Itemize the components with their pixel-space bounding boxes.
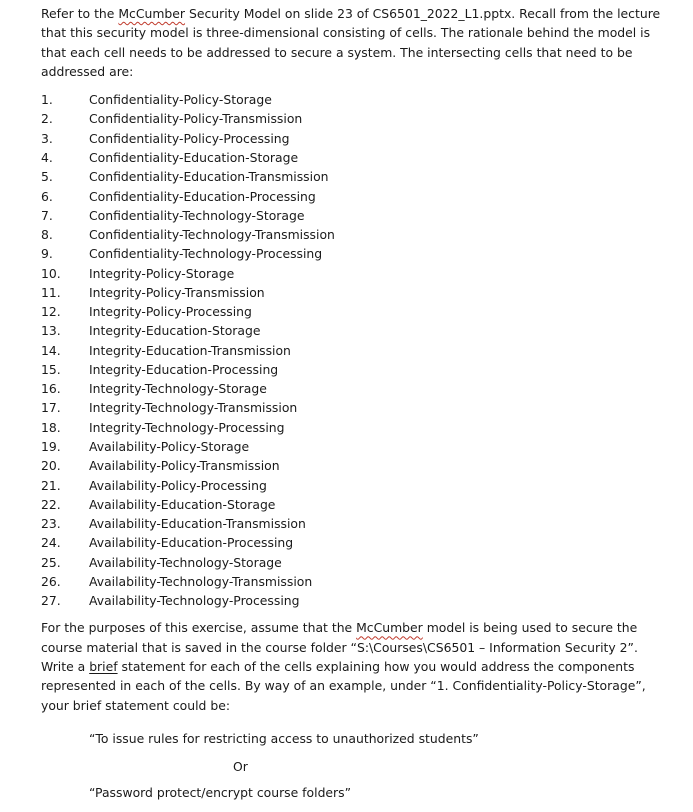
list-item-number: 19. <box>41 438 61 454</box>
list-item <box>41 591 671 610</box>
example-statement-2: “Password protect/encrypt course folders” <box>89 785 352 801</box>
list-item <box>41 572 671 591</box>
list-item <box>41 360 671 379</box>
list-item-number: 14. <box>41 342 61 358</box>
list-item <box>41 514 671 533</box>
or-separator: Or <box>233 759 248 775</box>
list-item-number: 13. <box>41 323 61 339</box>
list-item-number: 12. <box>41 304 61 320</box>
list-item <box>41 244 671 263</box>
list-item <box>41 302 671 321</box>
list-item-label: Integrity-Policy-Processing <box>89 304 252 320</box>
list-item-number: 1. <box>41 92 53 108</box>
list-item-label: Confidentiality-Technology-Storage <box>89 207 305 223</box>
document-page <box>41 4 671 800</box>
purpose-text-2: model is being used to secure the course material that is saved in the course folder “S:\Courses\CS6501 – Information Security 2”. Write a <box>41 620 638 674</box>
list-item <box>41 379 671 398</box>
list-item-number: 11. <box>41 284 61 300</box>
list-item-number: 3. <box>41 130 53 146</box>
list-item-number: 26. <box>41 573 61 589</box>
cells-list <box>41 90 671 610</box>
list-item <box>41 148 671 167</box>
list-item <box>41 206 671 225</box>
list-item <box>41 129 671 148</box>
list-item-label: Integrity-Education-Processing <box>89 361 279 377</box>
list-item <box>41 225 671 244</box>
list-item-number: 18. <box>41 419 61 435</box>
list-item-label: Confidentiality-Education-Transmission <box>89 169 329 185</box>
list-item-label: Availability-Technology-Transmission <box>89 573 313 589</box>
list-item <box>41 109 671 128</box>
intro-paragraph <box>41 4 671 81</box>
list-item-label: Integrity-Technology-Transmission <box>89 400 298 416</box>
list-item-label: Confidentiality-Technology-Processing <box>89 246 323 262</box>
list-item-label: Confidentiality-Technology-Transmission <box>89 227 335 243</box>
list-item-number: 2. <box>41 111 53 127</box>
list-item-number: 10. <box>41 265 61 281</box>
list-item-number: 4. <box>41 149 53 165</box>
list-item-label: Availability-Education-Processing <box>89 535 294 551</box>
list-item-label: Confidentiality-Policy-Processing <box>89 130 290 146</box>
list-item-number: 24. <box>41 535 61 551</box>
list-item-number: 6. <box>41 188 53 204</box>
list-item-label: Confidentiality-Policy-Transmission <box>89 111 303 127</box>
list-item-label: Integrity-Policy-Transmission <box>89 284 265 300</box>
list-item-label: Availability-Policy-Storage <box>89 438 250 454</box>
list-item-number: 22. <box>41 496 61 512</box>
list-item-number: 20. <box>41 458 61 474</box>
list-item <box>41 398 671 417</box>
list-item-number: 8. <box>41 227 53 243</box>
list-item-number: 25. <box>41 554 61 570</box>
list-item <box>41 553 671 572</box>
list-item-label: Availability-Policy-Transmission <box>89 458 280 474</box>
list-item-number: 16. <box>41 381 61 397</box>
list-item-number: 21. <box>41 477 61 493</box>
list-item-label: Integrity-Technology-Storage <box>89 381 267 397</box>
list-item <box>41 476 671 495</box>
list-item <box>41 495 671 514</box>
list-item <box>41 167 671 186</box>
purpose-paragraph <box>41 618 671 714</box>
list-item <box>41 341 671 360</box>
underlined-word-brief: brief <box>89 658 118 674</box>
list-item-label: Availability-Education-Transmission <box>89 516 306 532</box>
list-item <box>41 533 671 552</box>
list-item <box>41 90 671 109</box>
list-item-label: Confidentiality-Education-Processing <box>89 188 316 204</box>
list-item <box>41 321 671 340</box>
spelling-flagged-word: McCumber <box>356 620 423 636</box>
list-item-label: Confidentiality-Policy-Storage <box>89 92 272 108</box>
purpose-text-3: statement for each of the cells explaining how you would address the components represented in each of the cells. By way of an example, under “1. Confidentiality-Policy-Storage”, your brief statement could be: <box>41 658 646 713</box>
list-item <box>41 437 671 456</box>
list-item-label: Integrity-Policy-Storage <box>89 265 235 281</box>
list-item-number: 23. <box>41 516 61 532</box>
list-item-number: 17. <box>41 400 61 416</box>
list-item <box>41 264 671 283</box>
list-item-label: Availability-Technology-Storage <box>89 554 282 570</box>
spelling-flagged-word: McCumber <box>118 6 186 21</box>
list-item <box>41 187 671 206</box>
intro-text-1: Refer to the <box>41 6 119 21</box>
list-item-label: Integrity-Education-Storage <box>89 323 261 339</box>
list-item-label: Availability-Policy-Processing <box>89 477 267 493</box>
list-item-label: Confidentiality-Education-Storage <box>89 149 299 165</box>
list-item-number: 9. <box>41 246 53 262</box>
list-item-label: Availability-Education-Storage <box>89 496 276 512</box>
list-item-number: 5. <box>41 169 53 185</box>
list-item-label: Integrity-Technology-Processing <box>89 419 285 435</box>
list-item-label: Availability-Technology-Processing <box>89 593 300 609</box>
list-item-number: 27. <box>41 593 61 609</box>
list-item <box>41 418 671 437</box>
list-item-number: 15. <box>41 361 61 377</box>
list-item-number: 7. <box>41 207 53 223</box>
example-statement-1: “To issue rules for restricting access to unauthorized students” <box>89 730 479 746</box>
list-item-label: Integrity-Education-Transmission <box>89 342 291 358</box>
purpose-text-1: For the purposes of this exercise, assume that the <box>41 620 357 636</box>
list-item <box>41 283 671 302</box>
intro-text-2: Security Model on slide 23 of CS6501_2022_L1.pptx. Recall from the lecture that this security model is three-dimensional consisting of cells. The rationale behind the model is that each cell needs to be addressed to secure a system. The intersecting cells that need to be addressed are: <box>41 6 661 79</box>
list-item <box>41 456 671 475</box>
